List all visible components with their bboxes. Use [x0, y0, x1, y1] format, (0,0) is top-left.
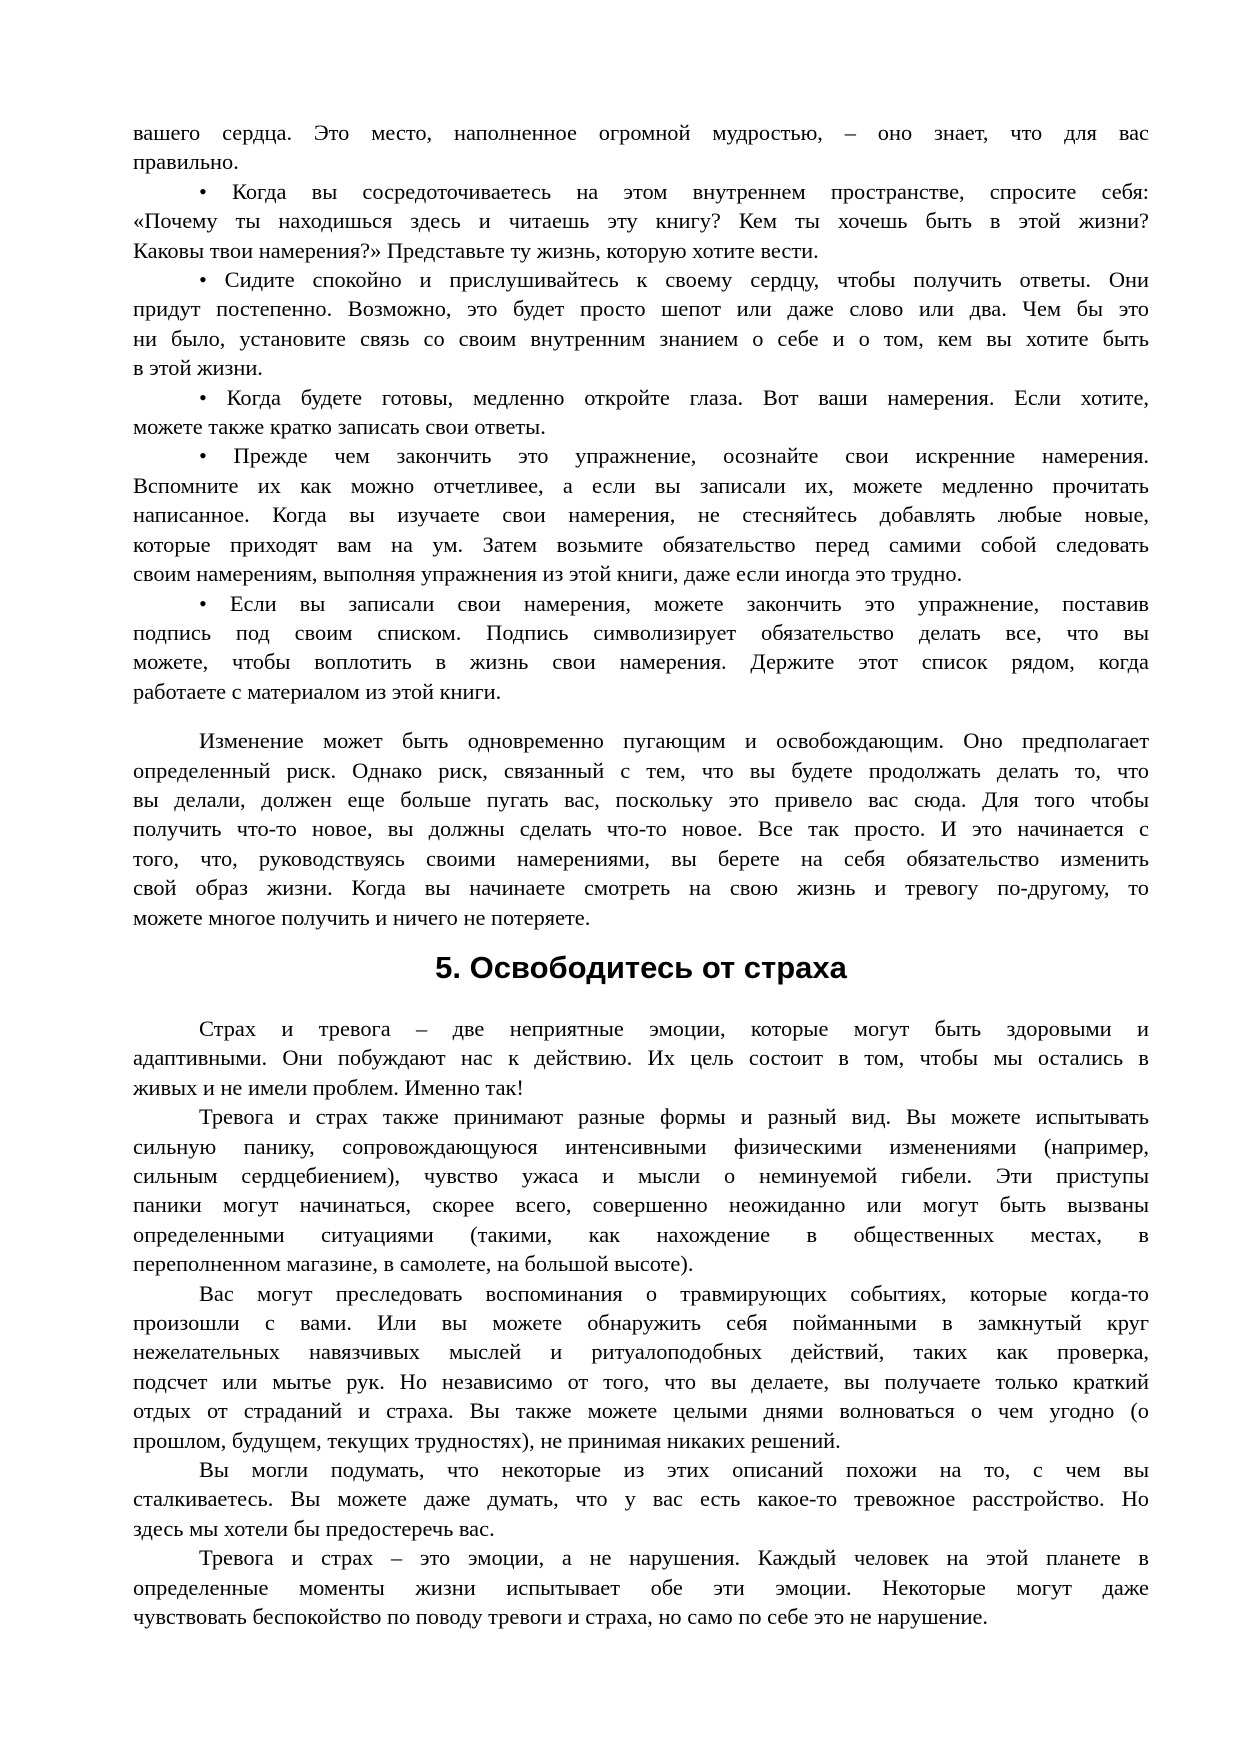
text-line: которые приходят вам на ум. Затем возьмите обязательство перед самими собой следовать [133, 531, 1149, 557]
text-line: получить что-то новое, вы должны сделать что-то новое. Все так просто. И это начинается с [133, 816, 1149, 842]
text-line: сильную панику, сопровождающуюся интенсивными физическими изменениями (например, [133, 1133, 1149, 1159]
text-line: сталкиваетесь. Вы можете даже думать, что у вас есть какое-то тревожное расстройство. Но [133, 1486, 1149, 1512]
paragraph [133, 1543, 1149, 1631]
text-line: прошлом, будущем, текущих трудностях), не принимая никаких решений. [133, 1427, 841, 1453]
document-body [133, 118, 1149, 1632]
text-line: определенные моменты жизни испытывает обе эти эмоции. Некоторые могут даже [133, 1574, 1149, 1600]
bullet-paragraph [133, 265, 1149, 383]
paragraph [133, 1102, 1149, 1278]
text-line: можете многое получить и ничего не потеряете. [133, 904, 591, 930]
text-line: подсчет или мытье рук. Но независимо от того, что вы делаете, вы получаете только краткий [133, 1368, 1149, 1394]
text-line: определенными ситуациями (такими, как нахождение в общественных местах, в [133, 1221, 1149, 1247]
text-line: свой образ жизни. Когда вы начинаете смотреть на свою жизнь и тревогу по-другому, то [133, 875, 1149, 901]
section-heading: 5. Освободитесь от страха [435, 949, 847, 985]
text-line: придут постепенно. Возможно, это будет просто шепот или даже слово или два. Чем бы это [133, 296, 1149, 322]
text-line: • Когда вы сосредоточиваетесь на этом внутреннем пространстве, спросите себя: [199, 178, 1149, 204]
text-line: • Когда будете готовы, медленно откройте глаза. Вот ваши намерения. Если хотите, [199, 384, 1149, 410]
text-line: чувствовать беспокойство по поводу тревоги и страха, но само по себе это не нарушение. [133, 1604, 988, 1630]
text-line: здесь мы хотели бы предостеречь вас. [133, 1515, 495, 1541]
bullet-paragraph [133, 589, 1149, 707]
text-line: правильно. [133, 149, 239, 175]
text-line: можете, чтобы воплотить в жизнь свои намерения. Держите этот список рядом, когда [133, 649, 1149, 675]
text-line: произошли с вами. Или вы можете обнаружить себя пойманными в замкнутый круг [133, 1310, 1149, 1336]
text-line: Каковы твои намерения?» Представьте ту жизнь, которую хотите вести. [133, 237, 819, 263]
text-line: переполненном магазине, в самолете, на большой высоте). [133, 1251, 694, 1277]
bullet-paragraph [133, 441, 1149, 588]
paragraph [133, 726, 1149, 932]
text-line: Вспомните их как можно отчетливее, а если вы записали их, можете медленно прочитать [133, 472, 1149, 498]
text-line: адаптивными. Они побуждают нас к действию. Их цель состоит в том, чтобы мы остались в [133, 1045, 1149, 1071]
text-line: Тревога и страх – это эмоции, а не нарушения. Каждый человек на этой планете в [199, 1545, 1149, 1571]
text-line: можете также кратко записать свои ответы. [133, 414, 546, 440]
text-line: живых и не имели проблем. Именно так! [133, 1074, 524, 1100]
text-line: Тревога и страх также принимают разные формы и разный вид. Вы можете испытывать [199, 1104, 1149, 1130]
text-line: нежелательных навязчивых мыслей и ритуалоподобных действий, таких как проверка, [133, 1339, 1149, 1365]
text-line: ни было, установите связь со своим внутренним знанием о себе и о том, кем вы хотите быть [133, 325, 1149, 351]
paragraph [133, 118, 1149, 177]
text-line: паники могут начинаться, скорее всего, совершенно неожиданно или могут быть вызваны [133, 1192, 1149, 1218]
text-line: Вы могли подумать, что некоторые из этих описаний похожи на то, с чем вы [199, 1457, 1149, 1483]
text-line: вашего сердца. Это место, наполненное огромной мудростью, – оно знает, что для вас [133, 120, 1149, 145]
paragraph [133, 1279, 1149, 1455]
text-line: вы делали, должен еще больше пугать вас, поскольку это привело вас сюда. Для того чтобы [133, 786, 1149, 812]
text-line: • Если вы записали свои намерения, можете закончить это упражнение, поставив [199, 590, 1149, 616]
text-line: отдых от страданий и страха. Вы также можете целыми днями волноваться о чем угодно (о [133, 1398, 1149, 1424]
text-line: • Сидите спокойно и прислушивайтесь к своему сердцу, чтобы получить ответы. Они [199, 267, 1149, 293]
text-line: Страх и тревога – две неприятные эмоции, которые могут быть здоровыми и [199, 1015, 1149, 1041]
text-line: «Почему ты находишься здесь и читаешь эту книгу? Кем ты хочешь быть в этой жизни? [133, 208, 1149, 234]
text-line: сильным сердцебиением), чувство ужаса и мысли о неминуемой гибели. Эти приступы [133, 1163, 1149, 1188]
text-line: работаете с материалом из этой книги. [133, 678, 502, 704]
text-line: в этой жизни. [133, 355, 263, 381]
paragraph [133, 1455, 1149, 1543]
text-line: определенный риск. Однако риск, связанный с тем, что вы будете продолжать делать то, что [133, 757, 1149, 783]
bullet-paragraph [133, 383, 1149, 442]
text-line: подпись под своим списком. Подпись символизирует обязательство делать все, что вы [133, 619, 1149, 645]
bullet-paragraph [133, 177, 1149, 265]
paragraph [133, 1014, 1149, 1102]
text-line: своим намерениям, выполняя упражнения из этой книги, даже если иногда это трудно. [133, 561, 963, 587]
text-line: написанное. Когда вы изучаете свои намерения, не стесняйтесь добавлять любые новые, [133, 502, 1149, 528]
text-line: Вас могут преследовать воспоминания о травмирующих событиях, которые когда-то [199, 1280, 1149, 1306]
text-line: того, что, руководствуясь своими намерениями, вы берете на себя обязательство изменить [133, 845, 1149, 871]
text-line: • Прежде чем закончить это упражнение, осознайте свои искренние намерения. [199, 443, 1149, 469]
text-line: Изменение может быть одновременно пугающим и освобождающим. Оно предполагает [199, 728, 1149, 754]
